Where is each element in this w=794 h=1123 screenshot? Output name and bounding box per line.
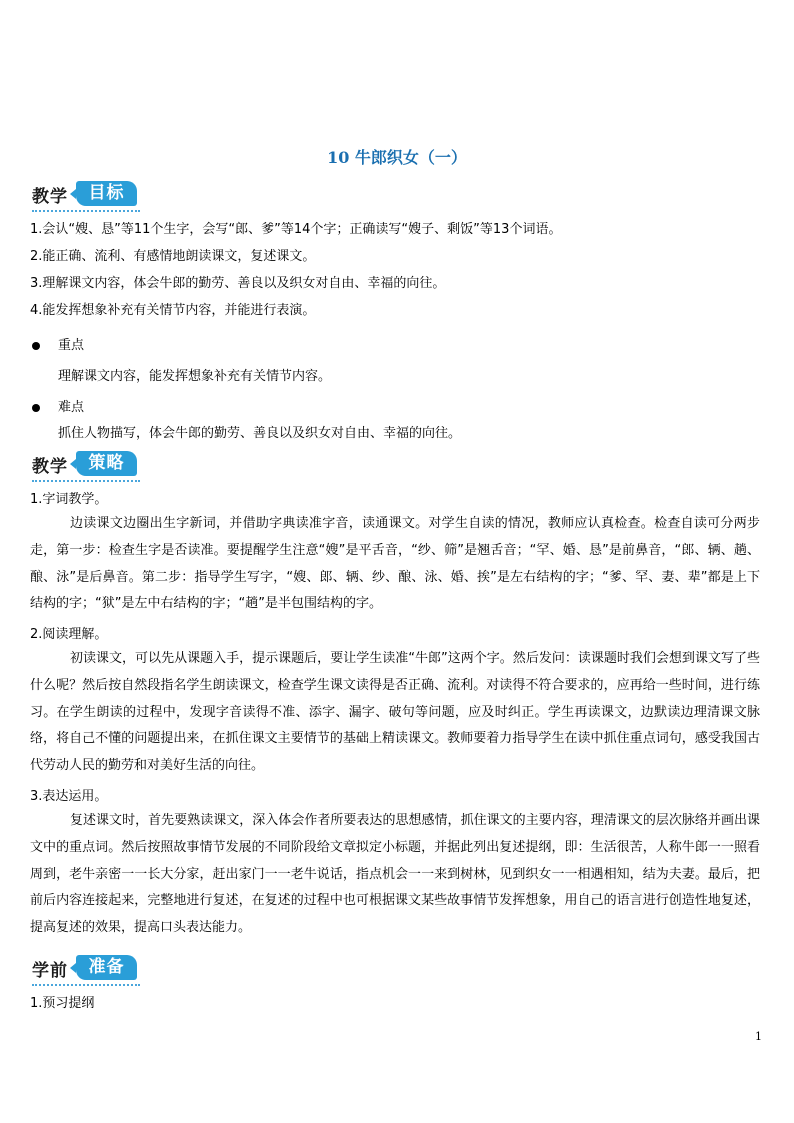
section-header-prefix: 教学	[32, 457, 68, 477]
goal-item-1: 1.会认“嫂、恳”等11个生字，会写“郎、爹”等14个字；正确读写“嫂子、剩饭”等13个词语。	[30, 222, 562, 237]
dotted-underline	[32, 480, 140, 482]
section-header-prep	[30, 955, 142, 985]
section-header-tag: 目标	[76, 181, 137, 206]
strategy-paragraph-2: 初读课文，可以先从课题入手，提示课题后，要让学生读准“牛郎”这两个字。然后发问：读课题时我们会想到课文写了些什么呢？然后按自然段指名学生朗读课文，检查学生课文读得是否正确、流利。对读得不符合要求的，应再给一些时间，进行练习。在学生朗读的过程中，发现字音读得不准、添字、漏字、破句等问题，应及时纠正。学生再读课文，边默读边理清课文脉络，将自己不懂的问题提出来，在抓住课文主要情节的基础上精读课文。教师要着力指导学生在读中抓住重点词句，感受我国古代劳动人民的勤劳和对美好生活的向往。	[30, 651, 760, 774]
section-header-tag: 策略	[76, 451, 137, 476]
key-point-label: 重点	[58, 338, 85, 353]
section-header-strategy	[30, 451, 142, 481]
section-header-prefix: 学前	[32, 961, 68, 981]
dotted-underline	[32, 984, 140, 986]
goal-item-2: 2.能正确、流利、有感情地朗读课文，复述课文。	[30, 249, 316, 264]
dotted-underline	[32, 210, 140, 212]
page-number: 1	[755, 1030, 762, 1043]
strategy-heading-1: 1.字词教学。	[30, 492, 108, 507]
section-header-goals	[30, 181, 142, 211]
section-header-prefix: 教学	[32, 187, 68, 207]
goal-item-4: 4.能发挥想象补充有关情节内容，并能进行表演。	[30, 303, 316, 318]
key-point-text: 理解课文内容，能发挥想象补充有关情节内容。	[58, 369, 332, 384]
goal-item-3: 3.理解课文内容，体会牛郎的勤劳、善良以及织女对自由、幸福的向往。	[30, 276, 446, 291]
difficulty-label: 难点	[58, 400, 85, 415]
difficulty-text: 抓住人物描写，体会牛郎的勤劳、善良以及织女对自由、幸福的向往。	[58, 426, 462, 441]
strategy-paragraph-3: 复述课文时，首先要熟读课文，深入体会作者所要表达的思想感情，抓住课文的主要内容，理清课文的层次脉络并画出课文中的重点词。然后按照故事情节发展的不同阶段给文章拟定小标题，并据此列出复述提纲，即：生活很苦，人称牛郎一一照看周到，老牛亲密一一长大分家，赶出家门一一老牛说话，指点机会一一来到树林，见到织女一一相遇相知，结为夫妻。最后，把前后内容连接起来，完整地进行复述，在复述的过程中也可根据课文某些故事情节发挥想象，用自己的语言进行创造性地复述，提高复述的效果，提高口头表达能力。	[30, 813, 760, 936]
lesson-title: 10 牛郎织女（一）	[327, 148, 467, 167]
bullet-icon	[32, 404, 40, 412]
section-header-tag: 准备	[76, 955, 137, 980]
strategy-paragraph-1: 边读课文边圈出生字新词，并借助字典读准字音，读通课文。对学生自读的情况，教师应认真检查。检查自读可分两步走，第一步：检查生字是否读准。要提醒学生注意“嫂”是平舌音，“纱、筛”是翘舌音；“罕、婚、恳”是前鼻音，“郎、辆、趟、酿、泳”是后鼻音。第二步：指导学生写字，“嫂、郎、辆、纱、酿、泳、婚、挨”是左右结构的字；“爹、罕、妻、辈”都是上下结构的字；“狱”是左中右结构的字；“趟”是半包围结构的字。	[30, 516, 760, 612]
prep-item-1: 1.预习提纲	[30, 996, 95, 1011]
strategy-heading-2: 2.阅读理解。	[30, 627, 108, 642]
bullet-icon	[32, 342, 40, 350]
strategy-heading-3: 3.表达运用。	[30, 789, 108, 804]
